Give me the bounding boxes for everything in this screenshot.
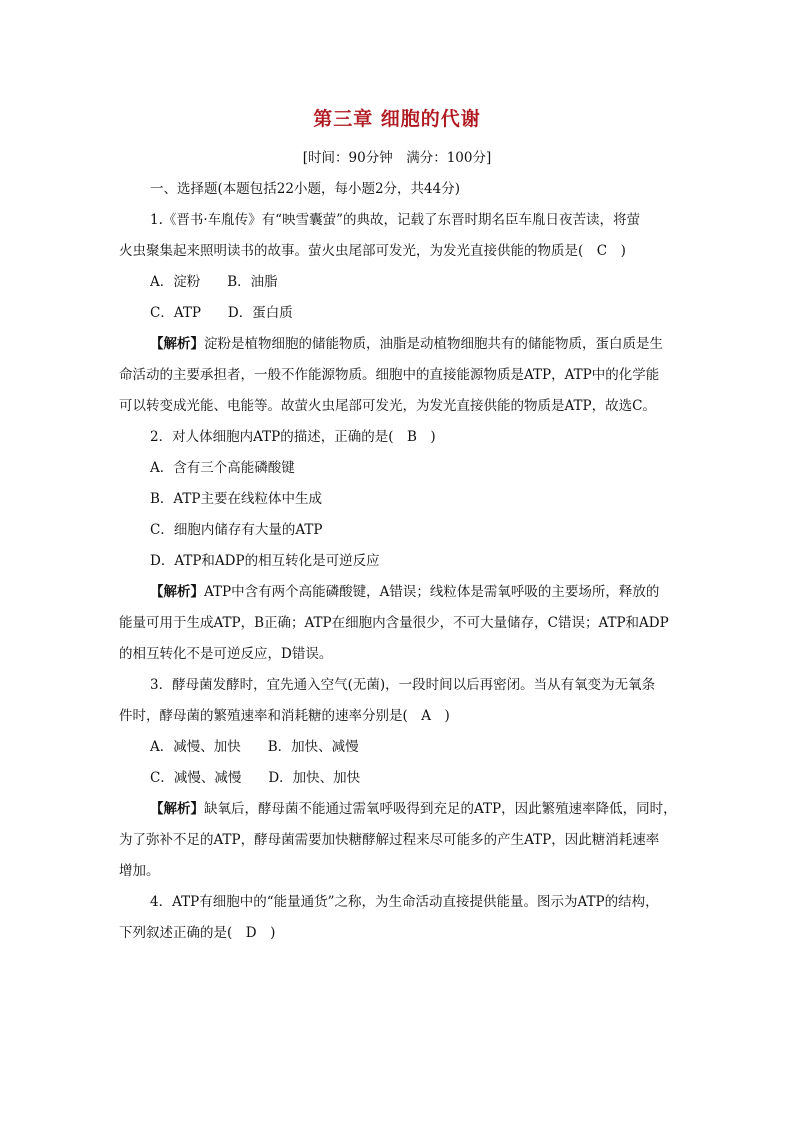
q1-analysis-3: 可以转变成光能、电能等。故萤火虫尾部可发光，为发光直接供能的物质是ATP，故选C。 xyxy=(119,398,656,414)
q2-analysis-text: ATP中含有两个高能磷酸键，A错误；线粒体是需氧呼吸的主要场所，释放的 xyxy=(204,584,660,600)
q2-stem: 2．对人体细胞内ATP的描述，正确的是( B ) xyxy=(150,429,436,445)
q3-stem-1: 3．酵母菌发酵时，宜先通入空气(无菌)，一段时间以后再密闭。当从有氧变为无氧条 xyxy=(150,677,656,693)
q2-analysis-1 xyxy=(150,583,659,601)
q1-option-1: A．淀粉 B．油脂 xyxy=(150,274,278,290)
q3-option-2: C．减慢、减慢 D．加快、加快 xyxy=(150,770,361,786)
q1-analysis-1 xyxy=(150,335,663,353)
q3-analysis-text: 缺氧后，酵母菌不能通过需氧呼吸得到充足的ATP，因此繁殖速率降低，同时， xyxy=(204,801,677,817)
q2-option-d: D．ATP和ADP的相互转化是可逆反应 xyxy=(150,553,380,569)
q2-analysis-2: 能量可用于生成ATP，B正确；ATP在细胞内含量很少，不可大量储存，C错误；ATP和ADP xyxy=(119,615,669,631)
q3-analysis-1 xyxy=(150,800,677,818)
q3-stem-2: 件时，酵母菌的繁殖速率和消耗糖的速率分别是( A ) xyxy=(119,708,450,724)
section-heading: 一、选择题(本题包括22小题，每小题2分，共44分) xyxy=(150,181,460,197)
q3-analysis-3: 增加。 xyxy=(119,863,160,879)
q1-analysis-2: 命活动的主要承担者，一般不作能源物质。细胞中的直接能源物质是ATP，ATP中的化学能 xyxy=(119,367,660,383)
q3-analysis-2: 为了弥补不足的ATP，酵母菌需要加快糖酵解过程来尽可能多的产生ATP，因此糖消耗速率 xyxy=(119,832,660,848)
q1-option-2: C．ATP D．蛋白质 xyxy=(150,305,293,321)
analysis-label: 【解析】 xyxy=(150,801,204,817)
exam-info: [时间：90分钟 满分：100分] xyxy=(302,150,492,166)
q4-stem-1: 4．ATP有细胞中的“能量通货”之称，为生命活动直接提供能量。图示为ATP的结构， xyxy=(150,894,659,910)
chapter-title: 第三章 细胞的代谢 xyxy=(313,108,481,130)
q2-option-a: A．含有三个高能磷酸键 xyxy=(150,460,295,476)
q1-stem-1: 1.《晋书·车胤传》有“映雪囊萤”的典故，记载了东晋时期名臣车胤日夜苦读，将萤 xyxy=(150,212,640,228)
q2-option-c: C．细胞内储存有大量的ATP xyxy=(150,522,323,538)
q3-option-1: A．减慢、加快 B．加快、减慢 xyxy=(150,739,359,755)
analysis-label: 【解析】 xyxy=(150,584,204,600)
analysis-label: 【解析】 xyxy=(150,336,204,352)
q4-stem-2: 下列叙述正确的是( D ) xyxy=(119,925,276,941)
q1-stem-2: 火虫聚集起来照明读书的故事。萤火虫尾部可发光，为发光直接供能的物质是( C ) xyxy=(119,243,626,259)
q2-option-b: B．ATP主要在线粒体中生成 xyxy=(150,491,323,507)
q1-analysis-text: 淀粉是植物细胞的储能物质，油脂是动植物细胞共有的储能物质，蛋白质是生 xyxy=(204,336,663,352)
q2-analysis-3: 的相互转化不是可逆反应，D错误。 xyxy=(119,646,333,662)
